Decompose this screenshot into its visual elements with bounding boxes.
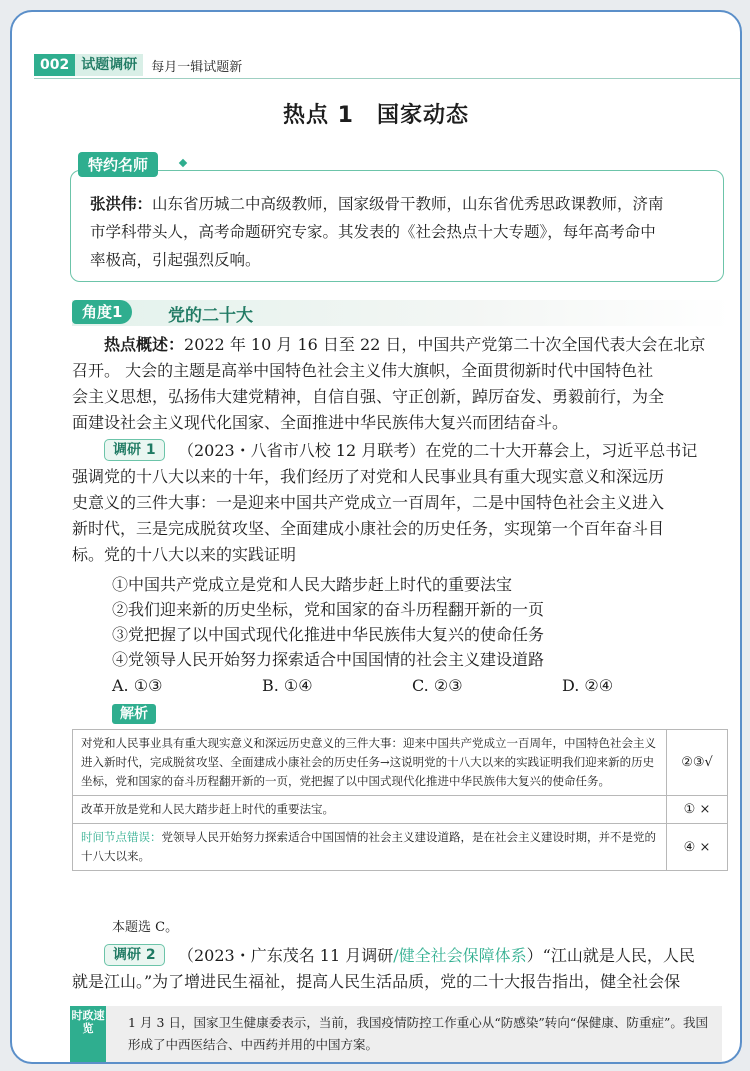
analysis-table [72,729,728,871]
news-brief: 1 月 3 日，国家卫生健康委表示，当前，我国疫情防控工作重心从“防感染”转向“保健康、防重症”。我国形成了中西医结合、中西药并用的中国方案。 [106,1006,722,1062]
angle-tag: 角度1 [72,300,132,324]
expert-name: 张洪伟： [90,195,153,213]
news-sidebar-label: 时政速览 [70,1006,106,1062]
error-type-label: 时间节点错误： [81,830,162,844]
section-name: 试题调研 [75,54,143,76]
question-1-option-2: ②我们迎来新的历史坐标，党和国家的奋斗历程翻开新的一页 [112,600,545,619]
table-row [73,796,728,824]
expert-bio: 张洪伟：山东省历城二中高级教师，国家级骨干教师，山东省优秀思政课教师，济南 市学科带头人，高考命题研究专家。其发表的《社会热点十大专题》，每年高考命中 率极高，引起强烈反响。 [90,195,664,269]
section-subtitle: 每月一辑试题新 [151,59,243,75]
table-row [73,824,728,871]
diamond-icon [179,159,187,167]
angle-title: 党的二十大 [168,306,253,326]
question-1-tag: 调研 1 [104,439,165,461]
analysis-row-1-verdict: ②③√ [667,730,728,796]
question-1-stem: （2023・八省市八校 12 月联考）在党的二十大开幕会上，习近平总书记 强调党的十八大以来的十年，我们经历了对党和人民事业具有重大现实意义和深远历 史意义的三件大事：一是迎来中国共产党成立一百周年，二是中国特色社会主义进入 新时代，三是完成脱贫攻坚、全面建成小康社会的历史任务，实现第一个百年奋斗目 标。党的十八大以来的实践证明 [72,441,698,564]
analysis-row-3-verdict: ④ × [667,824,728,871]
choice-d: D. ②④ [562,676,614,695]
question-1-option-1: ①中国共产党成立是党和人民大踏步赶上时代的重要法宝 [112,575,513,594]
question-1-option-3: ③党把握了以中国式现代化推进中华民族伟大复兴的使命任务 [112,625,545,644]
analysis-row-3-text: 时间节点错误：党领导人民开始努力探索适合中国国情的社会主义建设道路，是在社会主义建设时期，并不是党的十八大以来。 [73,824,667,871]
question-2-stem: （2023・广东茂名 11 月调研/健全社会保障体系）“江山就是人民，人民 就是江山。”为了增进民生福祉，提高人民生活品质，党的二十大报告指出，健全社会保 [72,946,695,991]
running-header [34,54,242,76]
hotspot-overview: 热点概述：2022 年 10 月 16 日至 22 日，中国共产党第二十次全国代表大会在北京 召开。 大会的主题是高举中国特色社会主义伟大旗帜，全面贯彻新时代中国特色社 会主义思想，弘扬伟大建党精神，自信自强、守正创新，踔厉奋发、勇毅前行，为全 面建设社会主义现代化国家、全面推进中华民族伟大复兴而团结奋斗。 [72,335,706,432]
expert-tag: 特约名师 [78,152,158,177]
analysis-conclusion: 本题选 C。 [112,920,179,935]
choice-a: A. ①③ [112,676,163,695]
analysis-row-2-text: 改革开放是党和人民大踏步赶上时代的重要法宝。 [73,796,667,824]
analysis-row-2-verdict: ① × [667,796,728,824]
table-row [73,730,728,796]
question-2-tag: 调研 2 [104,944,165,966]
page-number: 002 [34,54,75,76]
analysis-tag: 解析 [112,704,156,724]
page [10,10,742,1064]
header-rule [34,78,740,79]
choice-b: B. ①④ [262,676,313,695]
choice-c: C. ②③ [412,676,463,695]
topic-hint: /健全社会保障体系 [393,946,527,965]
page-title: 热点 1 国家动态 [283,103,469,128]
overview-label: 热点概述： [104,335,185,354]
question-1-option-4: ④党领导人民开始努力探索适合中国国情的社会主义建设道路 [112,650,545,669]
analysis-row-1-text: 对党和人民事业具有重大现实意义和深远历史意义的三件大事：迎来中国共产党成立一百周年，中国特色社会主义进入新时代，完成脱贫攻坚、全面建成小康社会的历史任务→这说明党的十八大以来的实践证明我们迎来新的历史坐标，党和国家的奋斗历程翻开新的一页，党把握了以中国式现代化推进中华民族伟大复兴的使命任务。 [73,730,667,796]
